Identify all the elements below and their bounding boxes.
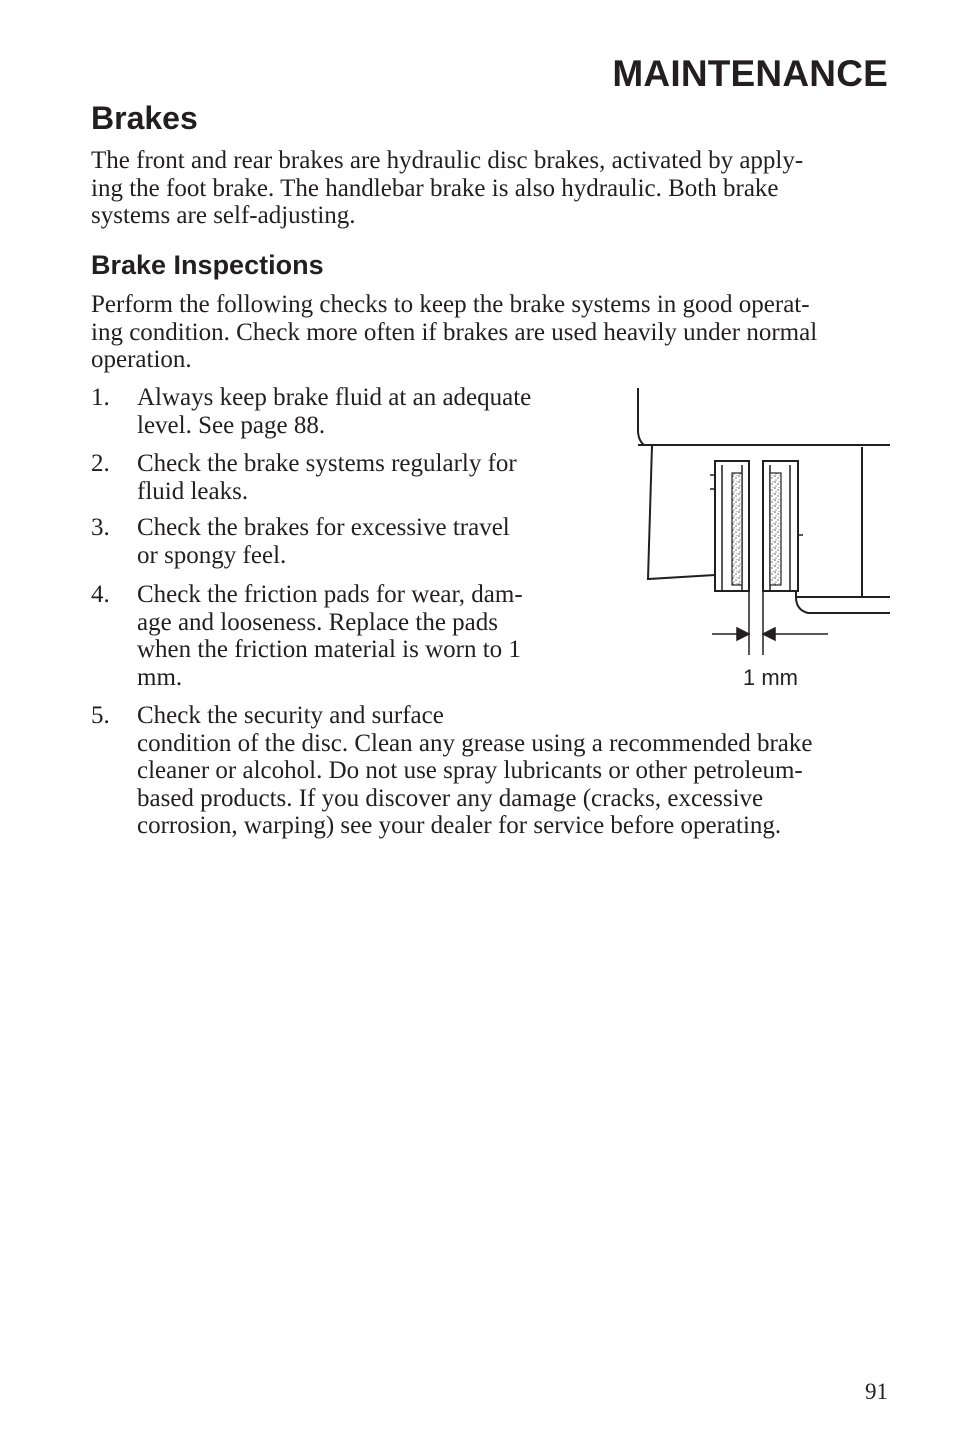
measurement-label: 1 mm — [743, 665, 798, 690]
inspections-intro-paragraph — [91, 291, 891, 374]
list-item-text — [137, 450, 577, 505]
list-item-line: Check the security and surface — [137, 702, 444, 729]
page-number: 91 — [865, 1379, 888, 1404]
list-item-line: level. See page 88. — [137, 411, 326, 439]
brake-caliper-illustration — [630, 385, 895, 700]
list-item-text — [137, 514, 577, 569]
list-item-number: 2. — [91, 450, 110, 477]
list-item-text — [137, 581, 577, 691]
list-item-number: 5. — [91, 702, 110, 729]
list-item-line: age and looseness. Replace the pads — [137, 608, 498, 636]
list-item-line: when the friction material is worn to 1 — [137, 636, 521, 663]
list-item-line: corrosion, warping) see your dealer for service before operating. — [137, 812, 782, 839]
list-item-line: Check the brake systems regularly for — [137, 450, 517, 477]
section-title: Brakes — [91, 100, 198, 136]
brakes-intro-paragraph — [91, 147, 891, 230]
list-item-text — [137, 384, 577, 439]
paragraph-line: ing the foot brake. The handlebar brake is also hydraulic. Both brake — [91, 174, 779, 202]
list-item-number: 1. — [91, 384, 110, 411]
paragraph-line: ing condition. Check more often if brakes are used heavily under normal — [91, 318, 818, 346]
paragraph-line: systems are self-adjusting. — [91, 202, 356, 229]
list-item-line: based products. If you discover any damage (cracks, excessive — [137, 784, 764, 812]
list-item-number: 3. — [91, 514, 110, 541]
list-item-line: or spongy feel. — [137, 541, 287, 569]
list-item-number: 4. — [91, 581, 110, 608]
subsection-title: Brake Inspections — [91, 250, 324, 280]
paragraph-line: Perform the following checks to keep the brake systems in good operat- — [91, 291, 810, 318]
list-item-line: fluid leaks. — [137, 477, 249, 505]
list-item-line: Check the brakes for excessive travel — [137, 514, 510, 541]
list-item-line: mm. — [137, 663, 183, 691]
paragraph-line: operation. — [91, 346, 192, 373]
list-item-line: Always keep brake fluid at an adequate — [137, 384, 532, 411]
list-item-line: Check the friction pads for wear, dam- — [137, 581, 523, 608]
list-item-line: condition of the disc. Clean any grease using a recommended brake — [137, 729, 813, 757]
brake-pad-wear-diagram — [630, 385, 895, 700]
chapter-header: MAINTENANCE — [612, 53, 888, 94]
paragraph-line: The front and rear brakes are hydraulic disc brakes, activated by apply- — [91, 147, 804, 174]
list-item-text — [137, 702, 897, 840]
list-item-line: cleaner or alcohol. Do not use spray lubricants or other petroleum- — [137, 757, 803, 784]
